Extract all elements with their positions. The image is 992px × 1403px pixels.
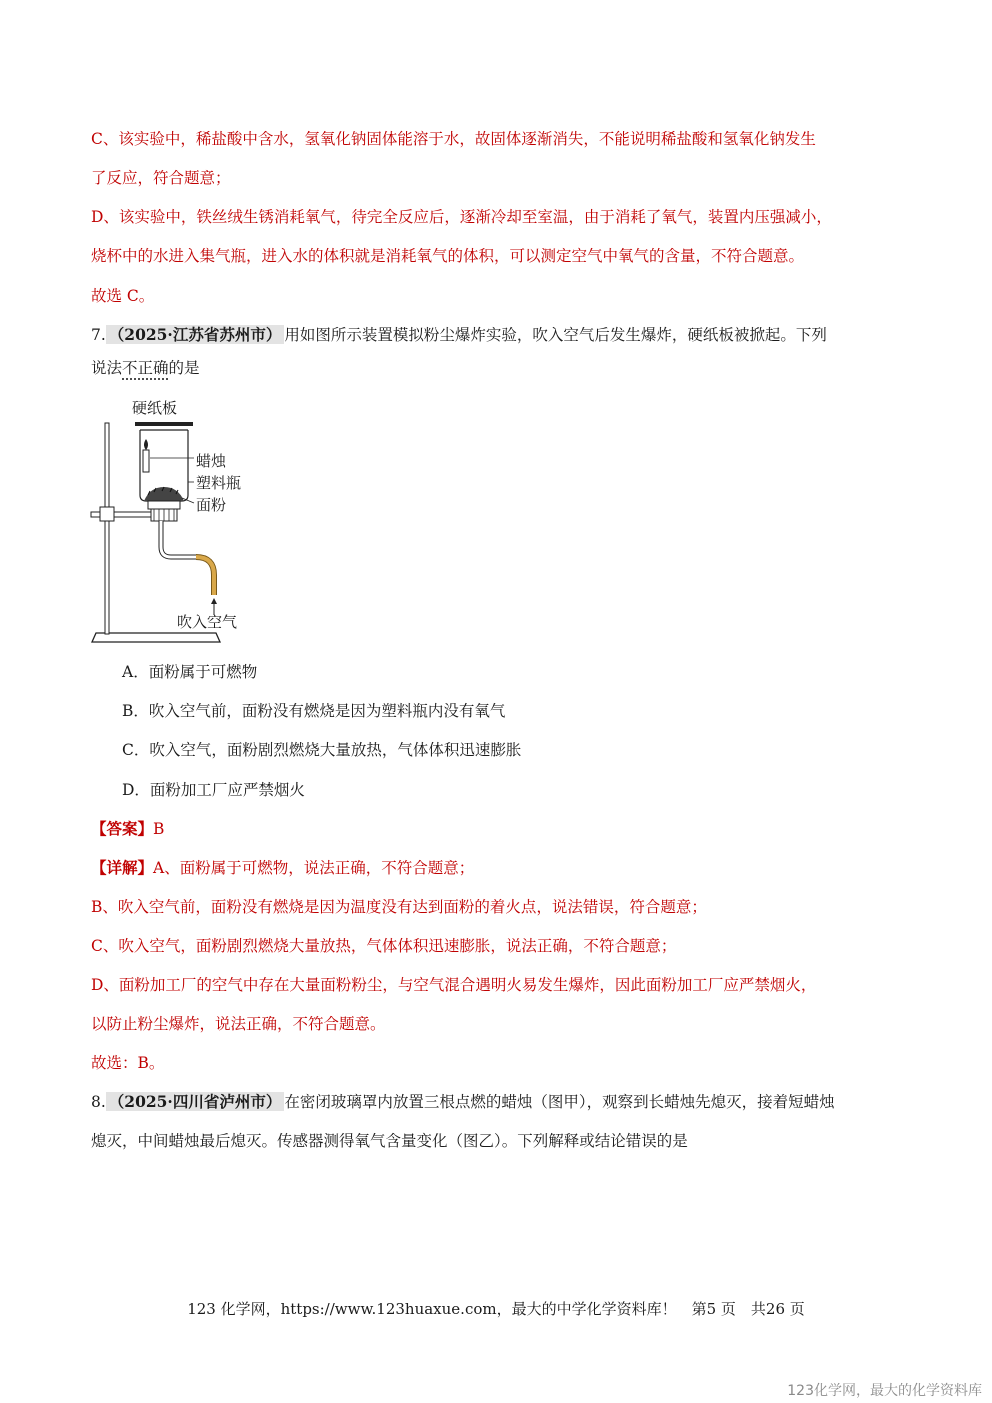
bottle-neck <box>148 501 180 509</box>
detail-line-d2: 以防止粉尘爆炸，说法正确，不符合题意。 <box>91 1015 386 1033</box>
cardboard <box>135 422 193 426</box>
answer-label: 【答案】 <box>91 819 154 838</box>
explanation-c-line1: C、该实验中，稀盐酸中含水，氢氧化钠固体能溶于水，故固体逐渐消失，不能说明稀盐酸和氢氧化钠发生 <box>91 130 816 148</box>
option-a: A．面粉属于可燃物 <box>122 663 258 681</box>
question-source-badge: （2025·江苏省苏州市） <box>106 325 285 344</box>
detail-line-d1: D、面粉加工厂的空气中存在大量面粉粉尘，与空气混合遇明火易发生爆炸，因此面粉加工厂应严禁烟火， <box>91 976 817 994</box>
question-text: 用如图所示装置模拟粉尘爆炸实验，吹入空气后发生爆炸，硬纸板被掀起。下列 <box>284 326 827 344</box>
emphasis-dotted-text: 不正确 <box>122 359 169 377</box>
explanation-c-line2: 了反应，符合题意； <box>91 169 231 187</box>
watermark: 123化学网，最大的化学资料库 <box>787 1383 982 1399</box>
clamp-boss <box>100 507 114 521</box>
question-7-stem-line1 <box>91 324 827 346</box>
option-d: D．面粉加工厂应严禁烟火 <box>122 781 305 799</box>
candle <box>143 450 149 472</box>
option-b: B．吹入空气前，面粉没有燃烧是因为塑料瓶内没有氧气 <box>122 702 506 720</box>
question-7-stem-line2 <box>91 357 200 379</box>
option-c: C．吹入空气，面粉剧烈燃烧大量放热，气体体积迅速膨胀 <box>122 741 522 759</box>
page-footer: 123 化学网，https://www.123huaxue.com，最大的中学化学资料库！ 第5 页 共26 页 <box>187 1300 805 1318</box>
detail-line-a <box>91 857 474 879</box>
label-blow-air: 吹入空气 <box>177 613 238 631</box>
question-7-conclusion: 故选：B。 <box>91 1054 165 1072</box>
answer-value: B <box>153 820 165 838</box>
detail-line-c: C、吹入空气，面粉剧烈燃烧大量放热，气体体积迅速膨胀，说法正确，不符合题意； <box>91 937 677 955</box>
question-8-stem-line1 <box>91 1091 835 1113</box>
detail-label: 【详解】 <box>91 858 154 877</box>
detail-line-b: B、吹入空气前，面粉没有燃烧是因为温度没有达到面粉的着火点，说法错误，符合题意； <box>91 898 707 916</box>
question-source-badge: （2025·四川省泸州市） <box>106 1092 285 1111</box>
glass-tube <box>161 521 198 557</box>
explanation-d-line1: D、该实验中，铁丝绒生锈消耗氧气，待完全反应后，逐渐冷却至室温，由于消耗了氧气，装置内压强减小， <box>91 208 832 226</box>
apparatus-drawing <box>88 395 268 645</box>
question-number: 8. <box>91 1093 106 1111</box>
question-text: 说法 <box>91 359 123 377</box>
label-plastic-bottle: 塑料瓶 <box>196 474 242 492</box>
label-cardboard: 硬纸板 <box>132 399 178 417</box>
question-8-stem-line2: 熄灭，中间蜡烛最后熄灭。传感器测得氧气含量变化（图乙）。下列解释或结论错误的是 <box>91 1132 688 1150</box>
question-text: 在密闭玻璃罩内放置三根点燃的蜡烛（图甲），观察到长蜡烛先熄灭，接着短蜡烛 <box>284 1093 835 1111</box>
explanation-conclusion: 故选 C。 <box>91 287 155 305</box>
detail-text: A、面粉属于可燃物，说法正确，不符合题意； <box>153 859 475 877</box>
explanation-d-line2: 烧杯中的水进入集气瓶，进入水的体积就是消耗氧气的体积，可以测定空气中氧气的含量，不符合题意。 <box>91 247 805 265</box>
stand-base <box>92 633 220 642</box>
stand-rod <box>105 423 109 634</box>
apparatus-figure <box>88 395 268 645</box>
label-flour: 面粉 <box>196 496 227 514</box>
label-candle: 蜡烛 <box>196 452 227 470</box>
question-number: 7. <box>91 326 106 344</box>
question-text: 的是 <box>168 359 200 377</box>
answer-line <box>91 818 164 840</box>
